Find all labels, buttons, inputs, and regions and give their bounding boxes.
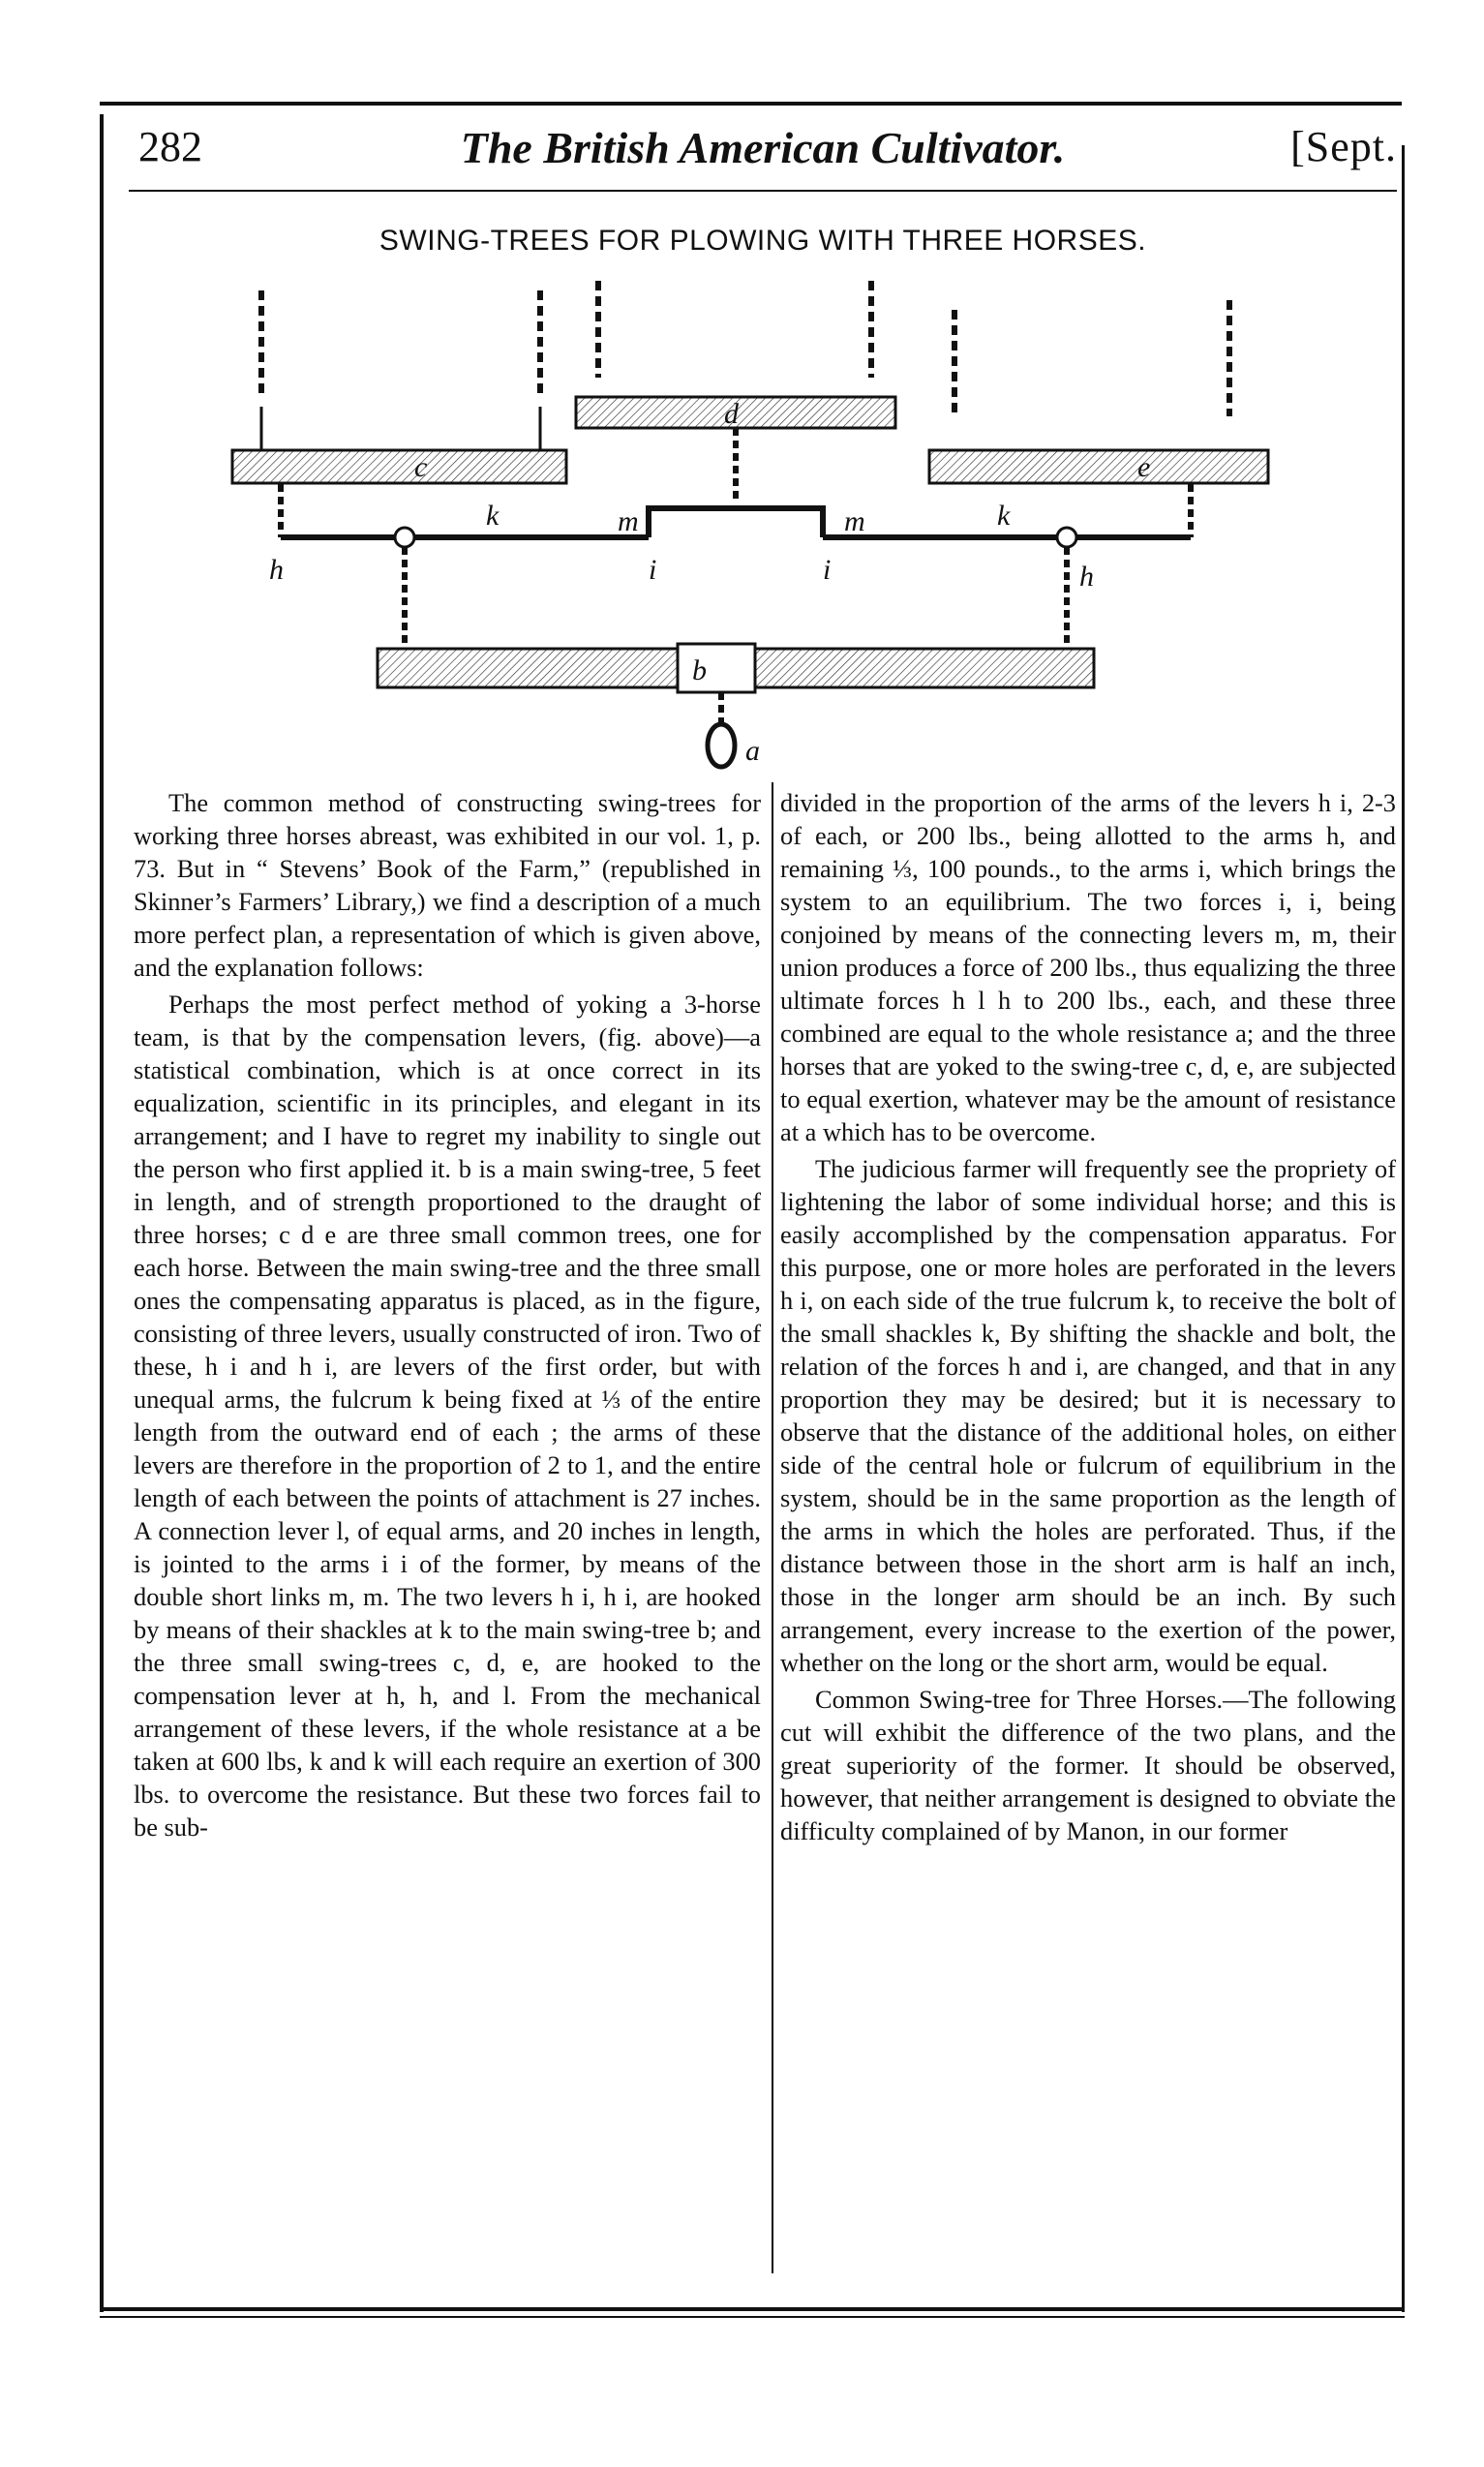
top-border [100, 102, 1402, 106]
label-k-right: k [997, 500, 1011, 532]
page-number: 282 [138, 123, 202, 170]
label-h-left: h [269, 554, 284, 586]
label-e: e [1137, 451, 1151, 483]
left-column [134, 786, 761, 1843]
paragraph: The common method of constructing swing-trees for working three horses abreast, was exhibited in our vol. 1, p. 73. But in “ Stevens’ Book of the Farm,” (republished in Skinner’s Farmers’ Library,) we find a description of a much more perfect plan, a representation of which is given above, and the explanation follows: [134, 788, 761, 982]
bottom-border-double [100, 2316, 1405, 2318]
swing-tree-figure [194, 271, 1297, 775]
label-i-right: i [823, 554, 832, 586]
label-h-right: h [1079, 561, 1094, 593]
right-column [780, 786, 1396, 1847]
label-i-left: i [649, 554, 657, 586]
right-border [1402, 145, 1405, 2312]
connection-lever-l [649, 508, 823, 537]
swing-tree-e [929, 450, 1268, 483]
label-k-left: k [486, 500, 500, 532]
header-rule [129, 190, 1397, 192]
figure-title: SWING-TREES FOR PLOWING WITH THREE HORSES. [379, 225, 1147, 257]
paragraph: The judicious farmer will frequently see the propriety of lightening the labor of some individual horse; and this is easily accomplished by the compensation apparatus. For this purpose, one or more holes are perforated in the levers h i, on each side of the true fulcrum k, to receive the bolt of the small shackles k, By shifting the shackle and bolt, the relation of the forces h and i, are changed, and that in any proportion they may be desired; but it is necessary to observe that the distance of the additional holes, on either side of the central hole or fulcrum of equilibrium in the system, should be in the same proportion as the length of the arms in which the holes are perforated. Thus, if the distance between those in the short arm is half an inch, those in the longer arm should be an inch. By such arrangement, every increase to the exertion of the power, whether on the long or the short arm, would be equal. [780, 1154, 1396, 1677]
label-m-left: m [618, 505, 639, 537]
label-a: a [745, 735, 760, 767]
paragraph: Common Swing-tree for Three Horses.—The following cut will exhibit the difference of the two plans, and the great superiority of the former. It should be observed, however, that neither arrangement is designed to obviate the difficulty complained of by Manon, in our former [780, 1685, 1396, 1845]
paragraph: divided in the proportion of the arms of the levers h i, 2-3 of each, or 200 lbs., being allotted to the arms h, and remaining ⅓, 100 pounds., to the arms i, which brings the system to an equilibrium. The two forces i, i, being conjoined by means of the connecting levers m, m, their union produces a force of 200 lbs., thus equalizing the three ultimate forces h l h to 200 lbs., each, and these three combined are equal to the whole resistance a; and the three horses that are yoked to the swing-tree c, d, e, are subjected to equal exertion, whatever may be the amount of resistance at a which has to be overcome. [780, 788, 1396, 1146]
label-d: d [724, 398, 739, 430]
bottom-border [100, 2307, 1405, 2311]
label-c: c [414, 451, 428, 483]
hook-a [708, 724, 735, 767]
journal-title: The British American Cultivator. [460, 123, 1066, 172]
column-divider [772, 782, 773, 2273]
label-b: b [692, 655, 707, 686]
swing-tree-c [232, 450, 566, 483]
month-label: [Sept. [1290, 123, 1397, 170]
left-border [100, 114, 104, 2312]
paragraph: Perhaps the most perfect method of yoking a 3-horse team, is that by the compensation levers, (fig. above)—a statistical combination, which is at once correct in its equalization, scientific in its principles, and elegant in its arrangement; and I have to regret my inability to single out the person who first applied it. b is a main swing-tree, 5 feet in length, and of strength proportioned to the draught of three horses; c d e are three small common trees, one for each horse. Between the main swing-tree and the three small ones the compensating apparatus is placed, as in the figure, consisting of three levers, usually constructed of iron. Two of these, h i and h i, are levers of the first order, but with unequal arms, the fulcrum k being fixed at ⅓ of the entire length from the outward end of each ; the arms of these levers are therefore in the proportion of 2 to 1, and the entire length of each between the points of attachment is 27 inches. A connection lever l, of equal arms, and 20 inches in length, is jointed to the arms i i of the former, by means of the double short links m, m. The two levers h i, h i, are hooked by means of their shackles at k to the main swing-tree b; and the three small swing-trees c, d, e, are hooked to the compensation lever at h, h, and l. From the mechanical arrangement of these levers, if the whole resistance at a be taken at 600 lbs, k and k will each require an exertion of 300 lbs. to overcome the resistance. But these two forces fail to be sub- [134, 990, 761, 1842]
running-header [129, 114, 1397, 182]
label-m-right: m [844, 505, 865, 537]
